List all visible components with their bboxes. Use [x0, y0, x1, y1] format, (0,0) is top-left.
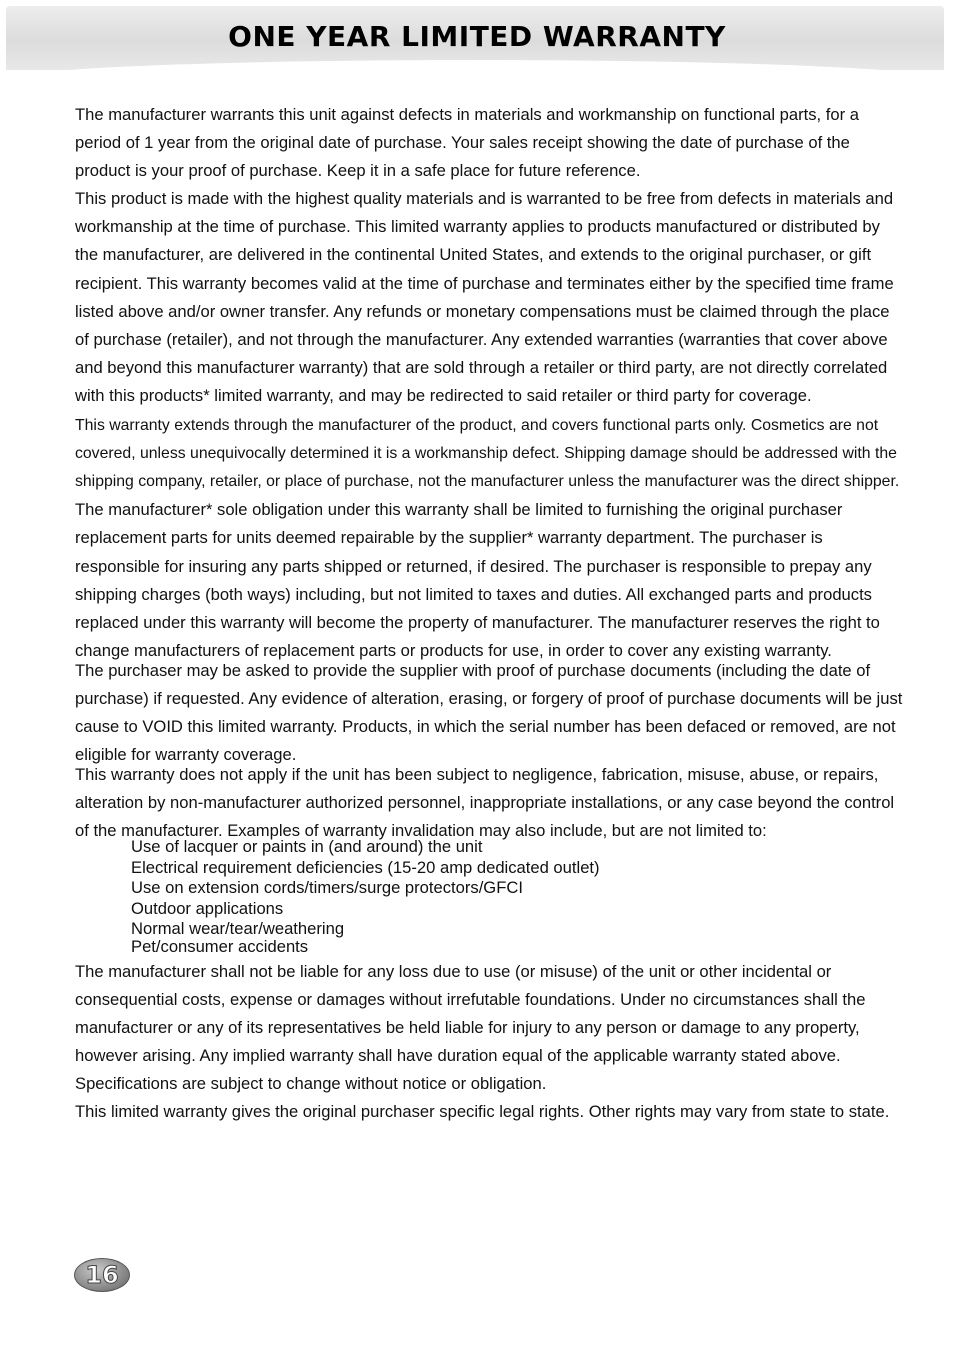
list-item: Normal wear/tear/weathering	[131, 919, 345, 939]
paragraph-legal-rights: This limited warranty gives the original purchaser specific legal rights. Other rights may vary from state to state.	[75, 1102, 890, 1122]
list-item: Electrical requirement deficiencies (15-20 amp dedicated outlet)	[131, 857, 600, 877]
list-item: Pet/consumer accidents	[131, 936, 309, 956]
paragraph-obligation: The manufacturer* sole obligation under this warranty shall be limited to furnishing the original purchaser replacement parts for units deemed repairable by the supplier* warranty department. The purchaser is responsible for insuring any parts shipped or returned, if desired. The purchaser is responsible to prepay any shipping charges (both ways) including, but not limited to taxes and duties. All exchanged parts and products replaced under this warranty will become the property of manufacturer. The manufacturer reserves the right to change manufacturers of replacement parts or products for use, in order to cover any existing warranty.	[75, 500, 880, 660]
paragraph-quality-terms: This product is made with the highest quality materials and is warranted to be free from defects in materials and workmanship at the time of purchase. This limited warranty applies to products manufactured or distributed by the manufacturer, are delivered in the continental United States, and extends to the original purchaser, or gift recipient. This warranty becomes valid at the time of purchase and terminates either by the specified time frame listed above and/or owner transfer. Any refunds or monetary compensations must be claimed through the place of purchase (retailer), and not through the manufacturer. Any extended warranties (warranties that cover above and beyond this manufacturer warranty) that are sold through a retailer or third party, are not directly correlated with this products* limited warranty, and may be redirected to said retailer or third party for coverage.	[75, 189, 894, 405]
list-item: Use on extension cords/timers/surge protectors/GFCI	[131, 878, 523, 898]
paragraph-proof-of-purchase: The purchaser may be asked to provide the supplier with proof of purchase documents (including the date of purchase) if requested. Any evidence of alteration, erasing, or forgery of proof of purchase documents will be just cause to VOID this limited warranty. Products, in which the serial number has been defaced or removed, are not eligible for warranty coverage.	[75, 660, 903, 764]
paragraph-exclusions-intro: This warranty does not apply if the unit has been subject to negligence, fabrication, misuse, abuse, or repairs, alteration by non-manufacturer authorized personnel, inappropriate installations, or any case beyond the control of the manufacturer. Examples of warranty invalidation may also include, but are not limited to:	[75, 764, 895, 841]
warranty-body	[75, 101, 905, 1126]
paragraph-liability: The manufacturer shall not be liable for any loss due to use (or misuse) of the unit or other incidental or consequential costs, expense or damages without irrefutable foundations. Under no circumstances shall the manufacturer or any of its representatives be held liable for injury to any person or damage to any property, however arising. Any implied warranty shall have duration equal of the applicable warranty stated above. Specifications are subject to change without notice or obligation.	[75, 961, 866, 1094]
exclusions-list	[75, 837, 905, 954]
paragraph-coverage-period: The manufacturer warrants this unit against defects in materials and workmanship on functional parts, for a period of 1 year from the original date of purchase. Your sales receipt showing the date of purchase of the product is your proof of purchase. Keep it in a safe place for future reference.	[75, 105, 859, 181]
paragraph-functional-parts: This warranty extends through the manufacturer of the product, and covers functional parts only. Cosmetics are not covered, unless unequivocally determined it is a workmanship defect. Shipping damage should be addressed with the shipping company, retailer, or place of purchase, not the manufacturer unless the manufacturer was the direct shipper.	[75, 417, 900, 491]
list-item: Outdoor applications	[131, 898, 284, 918]
list-item: Use of lacquer or paints in (and around) the unit	[131, 837, 483, 857]
page-title: ONE YEAR LIMITED WARRANTY	[228, 20, 726, 53]
page-number-badge: 16	[74, 1258, 130, 1292]
